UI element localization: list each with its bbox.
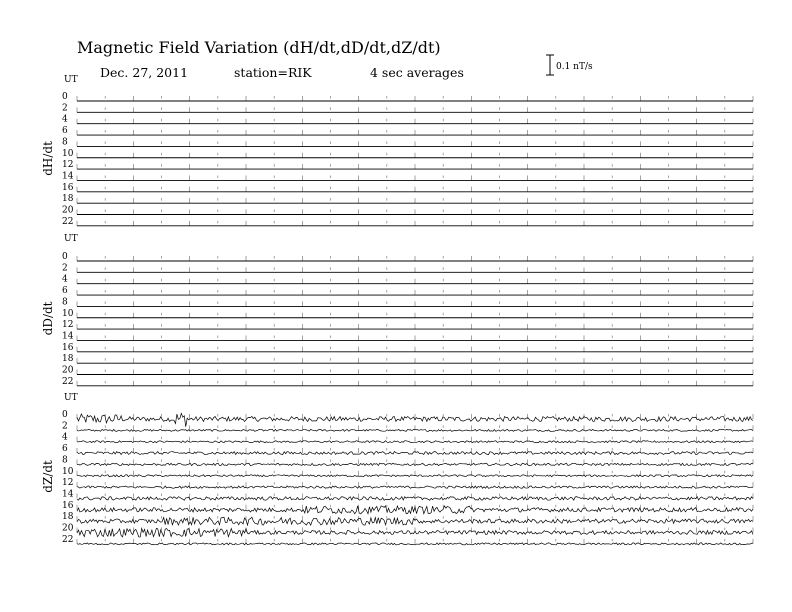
averaging-label: 4 sec averages [370,65,464,80]
row-tick-label: 12 [62,320,74,331]
chart-title: Magnetic Field Variation (dH/dt,dD/dt,dZ/dt) [77,38,441,57]
row-tick-label: 10 [62,148,74,159]
scale-bar-label: 0.1 nT/s [556,62,593,72]
row-tick-label: 20 [62,365,74,376]
row-tick-label: 6 [62,126,68,137]
row-tick-label: 10 [62,466,74,477]
row-tick-label: 10 [62,308,74,319]
panel-label: dH/dt [41,141,55,176]
row-tick-label: 4 [62,274,68,285]
row-tick-label: 6 [62,444,68,455]
trace-line [77,506,753,514]
row-tick-label: 16 [62,342,74,353]
row-tick-label: 20 [62,523,74,534]
ut-label: UT [64,75,78,85]
row-tick-label: 16 [62,182,74,193]
row-tick-label: 8 [62,455,68,466]
row-tick-label: 22 [62,376,74,387]
row-tick-label: 0 [62,92,68,102]
trace-line [77,452,753,455]
row-tick-label: 18 [62,512,74,523]
row-tick-label: 0 [62,410,68,420]
panel-label: dD/dt [41,301,55,336]
row-tick-label: 18 [62,354,74,365]
row-tick-label: 16 [62,500,74,511]
row-tick-label: 2 [62,103,68,114]
row-tick-label: 20 [62,205,74,216]
row-tick-label: 6 [62,286,68,297]
row-tick-label: 4 [62,432,68,443]
row-tick-label: 2 [62,421,68,432]
row-tick-label: 0 [62,252,68,262]
row-tick-label: 12 [62,478,74,489]
ut-label: UT [64,393,78,403]
row-tick-label: 14 [62,489,74,500]
row-tick-label: 12 [62,160,74,171]
row-tick-label: 22 [62,534,74,545]
row-tick-label: 4 [62,114,68,125]
row-tick-label: 22 [62,216,74,227]
row-tick-label: 14 [62,171,74,182]
date-label: Dec. 27, 2011 [100,65,189,80]
row-tick-label: 14 [62,331,74,342]
row-tick-label: 8 [62,297,68,308]
panel-label: dZ/dt [41,460,55,493]
row-tick-label: 2 [62,263,68,274]
row-tick-label: 8 [62,137,68,148]
ut-label: UT [64,234,78,244]
station-label: station=RIK [234,65,312,80]
row-tick-label: 18 [62,194,74,205]
